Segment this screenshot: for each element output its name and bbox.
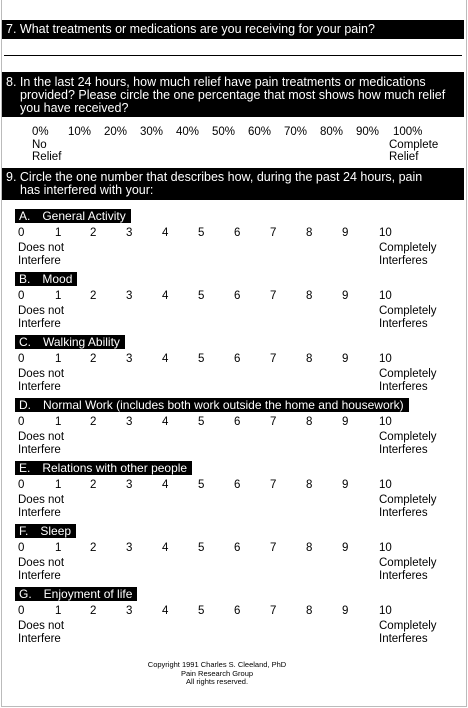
- item-letter: A.: [19, 209, 31, 223]
- item-mood-option-10[interactable]: 10: [379, 290, 392, 302]
- question-9-heading: [2, 168, 464, 200]
- question-7-heading: [2, 20, 464, 39]
- item-mood-option-8[interactable]: 8: [306, 290, 313, 302]
- no-relief-label: No Relief: [32, 139, 62, 163]
- item-mood-heading: [15, 272, 77, 286]
- item-sleep-option-3[interactable]: 3: [126, 542, 133, 554]
- item-mood-option-7[interactable]: 7: [270, 290, 277, 302]
- item-enjoyment-option-1[interactable]: 1: [55, 605, 62, 617]
- completely-interferes-label: Completely Interferes: [379, 305, 437, 330]
- item-relations-heading: [15, 461, 192, 475]
- item-enjoyment-option-3[interactable]: 3: [126, 605, 133, 617]
- item-label: Relations with other people: [42, 461, 188, 475]
- item-sleep-heading: [15, 524, 76, 538]
- item-sleep-option-7[interactable]: 7: [270, 542, 277, 554]
- does-not-interfere-label: Does not Interfere: [18, 431, 65, 456]
- item-general-option-7[interactable]: 7: [270, 227, 277, 239]
- does-not-interfere-label: Does not Interfere: [18, 557, 65, 582]
- item-walking-option-0[interactable]: 0: [18, 353, 25, 365]
- does-not-interfere-label: Does not Interfere: [18, 242, 65, 267]
- item-normal-option-10[interactable]: 10: [379, 416, 392, 428]
- item-enjoyment-option-8[interactable]: 8: [306, 605, 313, 617]
- item-normal-option-8[interactable]: 8: [306, 416, 313, 428]
- item-normal-option-9[interactable]: 9: [342, 416, 349, 428]
- item-label: Normal Work (includes both work outside the home and housework): [43, 398, 404, 412]
- does-not-interfere-label: Does not Interfere: [18, 368, 65, 393]
- item-enjoyment-option-5[interactable]: 5: [198, 605, 205, 617]
- item-general-option-9[interactable]: 9: [342, 227, 349, 239]
- answer-line-1[interactable]: [4, 55, 462, 56]
- item-relations-option-5[interactable]: 5: [198, 479, 205, 491]
- completely-interferes-label: Completely Interferes: [379, 557, 437, 582]
- item-normal-option-6[interactable]: 6: [234, 416, 241, 428]
- item-label: Mood: [42, 272, 73, 286]
- item-mood-option-1[interactable]: 1: [55, 290, 62, 302]
- relief-option-2[interactable]: 20%: [104, 126, 128, 138]
- item-letter: F.: [19, 524, 29, 538]
- item-general-option-8[interactable]: 8: [306, 227, 313, 239]
- item-label: General Activity: [42, 209, 126, 223]
- relief-option-0[interactable]: 0%: [32, 126, 49, 138]
- relief-option-5[interactable]: 50%: [212, 126, 236, 138]
- item-relations-option-10[interactable]: 10: [379, 479, 392, 491]
- item-general-option-1[interactable]: 1: [55, 227, 62, 239]
- question-8-heading: [2, 72, 464, 117]
- item-mood-option-6[interactable]: 6: [234, 290, 241, 302]
- item-enjoyment-option-7[interactable]: 7: [270, 605, 277, 617]
- item-walking-option-4[interactable]: 4: [162, 353, 169, 365]
- relief-option-9[interactable]: 90%: [356, 126, 380, 138]
- item-mood-option-4[interactable]: 4: [162, 290, 169, 302]
- item-walking-option-1[interactable]: 1: [55, 353, 62, 365]
- item-general-option-0[interactable]: 0: [18, 227, 25, 239]
- item-sleep-option-5[interactable]: 5: [198, 542, 205, 554]
- item-normal-option-2[interactable]: 2: [90, 416, 97, 428]
- completely-interferes-label: Completely Interferes: [379, 494, 437, 519]
- does-not-interfere-label: Does not Interfere: [18, 494, 65, 519]
- item-walking-heading: [15, 335, 125, 349]
- item-letter: C.: [19, 335, 31, 349]
- relief-option-10[interactable]: 100%: [393, 126, 423, 138]
- item-relations-option-2[interactable]: 2: [90, 479, 97, 491]
- item-relations-option-6[interactable]: 6: [234, 479, 241, 491]
- item-general-option-6[interactable]: 6: [234, 227, 241, 239]
- item-relations-option-7[interactable]: 7: [270, 479, 277, 491]
- relief-option-3[interactable]: 30%: [140, 126, 164, 138]
- item-enjoyment-heading: [15, 587, 137, 601]
- item-enjoyment-option-4[interactable]: 4: [162, 605, 169, 617]
- item-general-option-10[interactable]: 10: [379, 227, 392, 239]
- item-walking-option-9[interactable]: 9: [342, 353, 349, 365]
- item-enjoyment-option-9[interactable]: 9: [342, 605, 349, 617]
- item-general-heading: [15, 209, 131, 223]
- relief-option-8[interactable]: 80%: [320, 126, 344, 138]
- item-sleep-option-6[interactable]: 6: [234, 542, 241, 554]
- item-sleep-option-9[interactable]: 9: [342, 542, 349, 554]
- item-normal-option-4[interactable]: 4: [162, 416, 169, 428]
- does-not-interfere-label: Does not Interfere: [18, 305, 65, 330]
- item-sleep-option-1[interactable]: 1: [55, 542, 62, 554]
- item-relations-option-9[interactable]: 9: [342, 479, 349, 491]
- item-general-option-4[interactable]: 4: [162, 227, 169, 239]
- item-sleep-option-4[interactable]: 4: [162, 542, 169, 554]
- completely-interferes-label: Completely Interferes: [379, 431, 437, 456]
- item-normal-option-1[interactable]: 1: [55, 416, 62, 428]
- item-general-option-2[interactable]: 2: [90, 227, 97, 239]
- completely-interferes-label: Completely Interferes: [379, 368, 437, 393]
- item-normal-option-3[interactable]: 3: [126, 416, 133, 428]
- copyright-notice: Copyright 1991 Charles S. Cleeland, PhD Pain Research Group All rights reserved.: [147, 660, 287, 686]
- item-sleep-option-2[interactable]: 2: [90, 542, 97, 554]
- question-9-line-1: 9. Circle the one number that describes how, during the past 24 hours, pain: [6, 170, 423, 184]
- item-label: Enjoyment of life: [43, 587, 133, 601]
- item-sleep-option-0[interactable]: 0: [18, 542, 25, 554]
- does-not-interfere-label: Does not Interfere: [18, 620, 65, 645]
- item-mood-option-0[interactable]: 0: [18, 290, 25, 302]
- item-walking-option-6[interactable]: 6: [234, 353, 241, 365]
- completely-interferes-label: Completely Interferes: [379, 242, 437, 267]
- item-mood-option-3[interactable]: 3: [126, 290, 133, 302]
- item-enjoyment-option-6[interactable]: 6: [234, 605, 241, 617]
- item-normal-option-0[interactable]: 0: [18, 416, 25, 428]
- item-sleep-option-8[interactable]: 8: [306, 542, 313, 554]
- relief-option-7[interactable]: 70%: [284, 126, 308, 138]
- item-walking-option-3[interactable]: 3: [126, 353, 133, 365]
- complete-relief-label: Complete Relief: [389, 139, 439, 163]
- item-mood-option-5[interactable]: 5: [198, 290, 205, 302]
- item-mood-option-9[interactable]: 9: [342, 290, 349, 302]
- relief-option-1[interactable]: 10%: [68, 126, 92, 138]
- item-relations-option-0[interactable]: 0: [18, 479, 25, 491]
- question-8-line-2: provided? Please circle the one percentage that most shows how much relief: [20, 88, 446, 102]
- item-relations-option-4[interactable]: 4: [162, 479, 169, 491]
- item-letter: G.: [19, 587, 32, 601]
- item-walking-option-7[interactable]: 7: [270, 353, 277, 365]
- item-walking-option-5[interactable]: 5: [198, 353, 205, 365]
- item-walking-option-2[interactable]: 2: [90, 353, 97, 365]
- item-normal-option-7[interactable]: 7: [270, 416, 277, 428]
- item-letter: D.: [19, 398, 31, 412]
- completely-interferes-label: Completely Interferes: [379, 620, 437, 645]
- question-9-line-2: has interfered with your:: [20, 183, 154, 197]
- item-enjoyment-option-10[interactable]: 10: [379, 605, 392, 617]
- item-label: Walking Ability: [43, 335, 120, 349]
- question-8-line-3: you have received?: [20, 101, 129, 115]
- question-7-text: 7. What treatments or medications are you receiving for your pain?: [6, 22, 375, 36]
- item-normal-heading: [15, 398, 409, 412]
- item-sleep-option-10[interactable]: 10: [379, 542, 392, 554]
- item-letter: B.: [19, 272, 31, 286]
- item-general-option-5[interactable]: 5: [198, 227, 205, 239]
- item-relations-option-1[interactable]: 1: [55, 479, 62, 491]
- question-8-line-1: 8. In the last 24 hours, how much relief have pain treatments or medications: [6, 75, 426, 89]
- item-label: Sleep: [40, 524, 72, 538]
- item-letter: E.: [19, 461, 31, 475]
- item-walking-option-8[interactable]: 8: [306, 353, 313, 365]
- item-normal-option-5[interactable]: 5: [198, 416, 205, 428]
- item-enjoyment-option-0[interactable]: 0: [18, 605, 25, 617]
- item-relations-option-3[interactable]: 3: [126, 479, 133, 491]
- item-walking-option-10[interactable]: 10: [379, 353, 392, 365]
- item-mood-option-2[interactable]: 2: [90, 290, 97, 302]
- relief-option-4[interactable]: 40%: [176, 126, 200, 138]
- item-general-option-3[interactable]: 3: [126, 227, 133, 239]
- item-enjoyment-option-2[interactable]: 2: [90, 605, 97, 617]
- relief-option-6[interactable]: 60%: [248, 126, 272, 138]
- item-relations-option-8[interactable]: 8: [306, 479, 313, 491]
